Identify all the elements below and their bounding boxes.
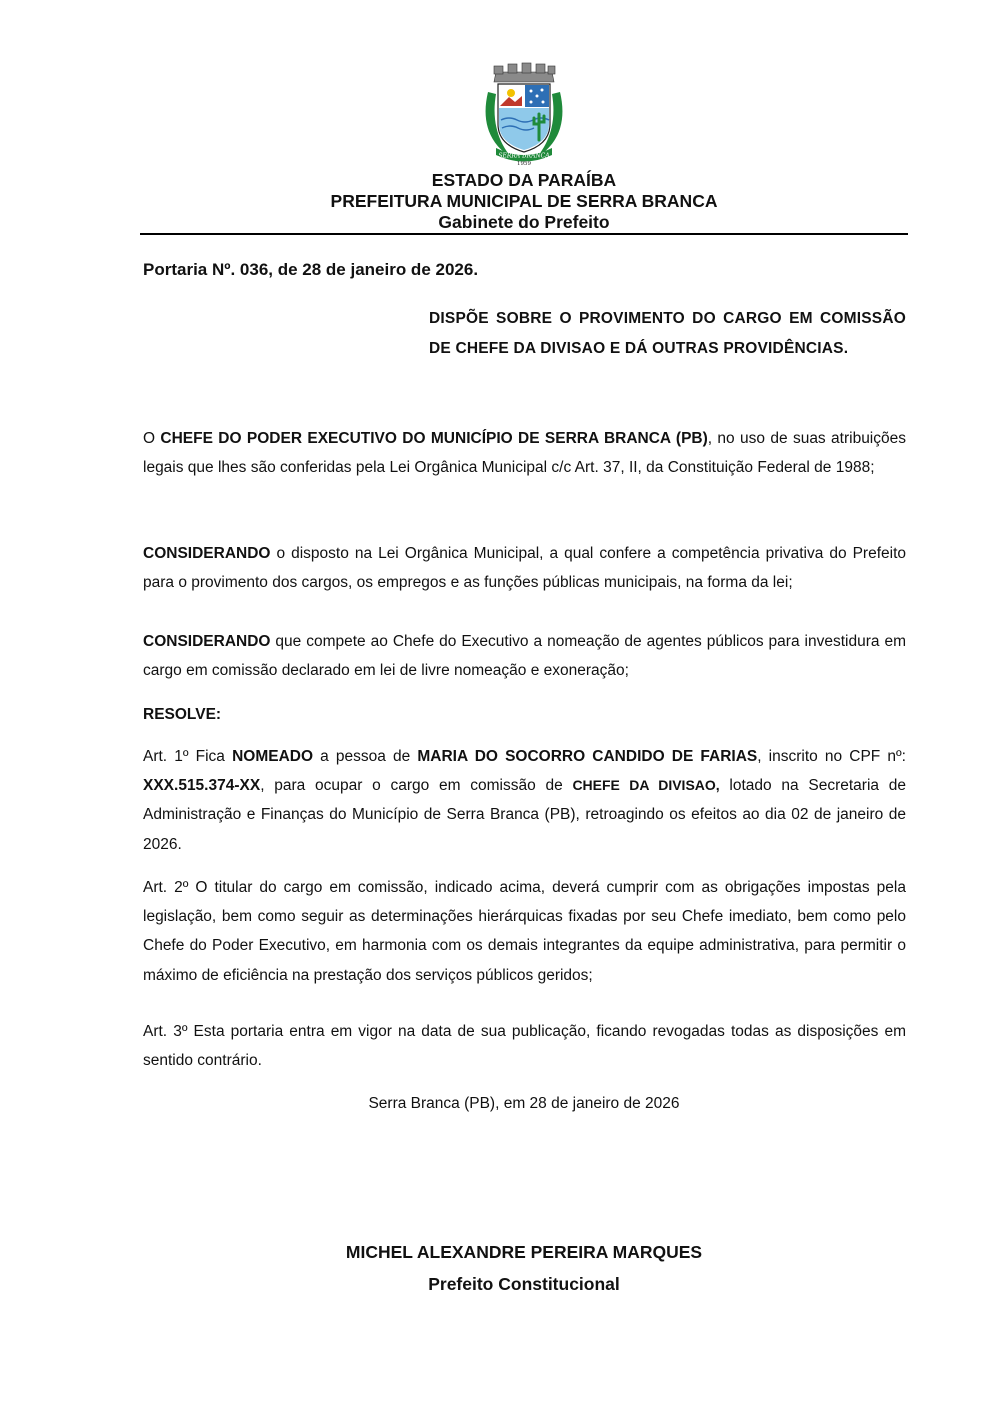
place-and-date: Serra Branca (PB), em 28 de janeiro de 2026 — [368, 1095, 680, 1112]
considerando-paragraph-1: CONSIDERANDO o disposto na Lei Orgânica Municipal, a qual confere a competência privativa do Prefeito para o provimento dos cargos, os empregos e as funções públicas municipais, na forma da lei; — [143, 545, 906, 592]
article-2: Art. 2º O titular do cargo em comissão, indicado acima, deverá cumprir com as obrigações impostas pela legislação, bem como seguir as determinações hierárquicas fixadas por seu Chefe imediato, bem como pelo Chefe do Poder Executivo, em harmonia com os demais integrantes da equipe administrativa, para permitir o máximo de eficiência na prestação dos serviços públicos geridos; — [143, 879, 906, 984]
document-ementa: DISPÕE SOBRE O PROVIMENTO DO CARGO EM COMISSÃO DE CHEFE DA DIVISAO E DÁ OUTRAS PROVIDÊNCIAS. — [429, 310, 906, 357]
article-3: Art. 3º Esta portaria entra em vigor na data de sua publicação, ficando revogadas todas as disposições em sentido contrário. — [143, 1023, 906, 1070]
header-divider — [140, 233, 908, 235]
document-title: Portaria Nº. 036, de 28 de janeiro de 2026. — [143, 260, 479, 279]
article-1: Art. 1º Fica NOMEADO a pessoa de MARIA DO SOCORRO CANDIDO DE FARIAS, inscrito no CPF nº: XXX.515.374-XX, para ocupar o cargo em comissão de CHEFE DA DIVISAO, lotado na Secretaria de Administração e Finanças do Município de Serra Branca (PB), retroagindo os efeitos ao dia 02 de janeiro de 2026. — [143, 748, 906, 853]
sun-icon — [507, 89, 515, 97]
crest-banner-text: SERRA BRANCA — [498, 152, 550, 160]
header-state: ESTADO DA PARAÍBA — [431, 170, 617, 190]
signatory-title: Prefeito Constitucional — [428, 1274, 620, 1294]
resolve-heading: RESOLVE: — [143, 706, 222, 723]
header-city-hall: PREFEITURA MUNICIPAL DE SERRA BRANCA — [330, 191, 718, 211]
header-office: Gabinete do Prefeito — [438, 212, 610, 232]
crest-year: 1959 — [517, 161, 531, 166]
municipal-coat-of-arms — [482, 62, 566, 166]
intro-paragraph: O CHEFE DO PODER EXECUTIVO DO MUNICÍPIO DE SERRA BRANCA (PB), no uso de suas atribuições legais que lhes são conferidas pela Lei Orgânica Municipal c/c Art. 37, II, da Constituição Federal de 1988; — [143, 430, 906, 477]
signatory-name: MICHEL ALEXANDRE PEREIRA MARQUES — [345, 1242, 703, 1262]
mural-crown — [494, 63, 555, 82]
considerando-paragraph-2: CONSIDERANDO que compete ao Chefe do Executivo a nomeação de agentes públicos para investidura em cargo em comissão declarado em lei de livre nomeação e exoneração; — [143, 633, 906, 680]
